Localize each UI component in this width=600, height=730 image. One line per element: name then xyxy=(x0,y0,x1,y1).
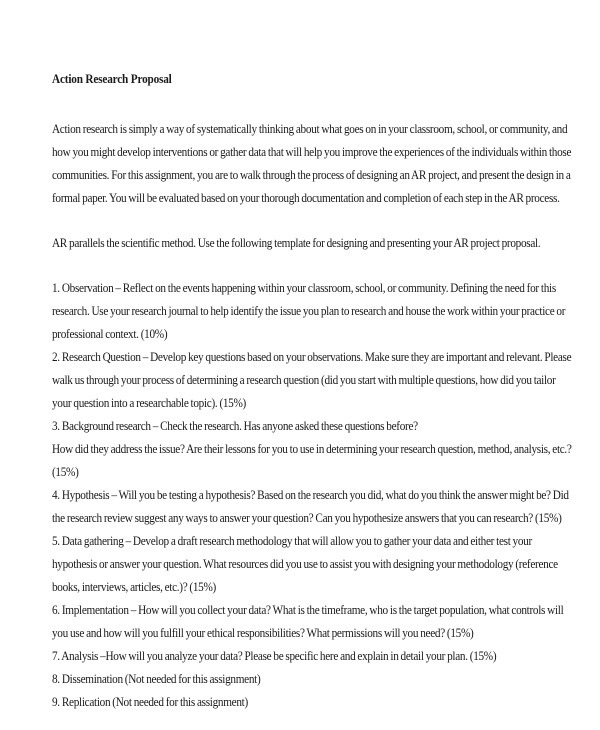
step-observation: 1. Observation – Reflect on the events happening within your classroom, school, or community. Defining the need for this research. Use your research journal to help identify the issue you plan to research and house the work within your practice or professional context. (10%) xyxy=(52,281,566,341)
method-paragraph: AR parallels the scientific method. Use the following template for designing and presenting your AR project proposal. xyxy=(52,236,541,250)
step-replication: 9. Replication (Not needed for this assignment) xyxy=(52,695,248,709)
step-dissemination: 8. Dissemination (Not needed for this assignment) xyxy=(52,672,261,686)
document-title: Action Research Proposal xyxy=(52,72,172,86)
intro-paragraph: Action research is simply a way of systematically thinking about what goes on in your classroom, school, or community, and how you might develop interventions or gather data that will help you improve the experiences of the individuals within those communities. For this assignment, you are to walk through the process of designing an AR project, and present the design in a formal paper. You will be evaluated based on your thorough documentation and completion of each step in the AR process. xyxy=(52,122,572,205)
document-content xyxy=(52,72,572,714)
step-research-question: 2. Research Question – Develop key questions based on your observations. Make sure they are important and relevant. Please walk us through your process of determining a research question (did you start with multiple questions, how did you tailor your question into a researchable topic). (15%) xyxy=(52,350,572,410)
step-hypothesis: 4. Hypothesis – Will you be testing a hypothesis? Based on the research you did, what do you think the answer might be? Did the research review suggest any ways to answer your question? Can you hypothesize answers that you can research? (15%) xyxy=(52,488,569,525)
step-implementation: 6. Implementation – How will you collect your data? What is the timeframe, who is the target population, what controls will you use and how will you fulfill your ethical responsibilities? What permissions will you need? (15%) xyxy=(52,603,564,640)
step-data-gathering: 5. Data gathering – Develop a draft research methodology that will allow you to gather your data and either test your hypothesis or answer your question. What resources did you use to assist you with designing your methodology (reference books, interviews, articles, etc.)? (15%) xyxy=(52,534,558,594)
step-background-research: 3. Background research – Check the research. Has anyone asked these questions before? xyxy=(52,419,418,433)
step-analysis: 7. Analysis –How will you analyze your data? Please be specific here and explain in detail your plan. (15%) xyxy=(52,649,497,663)
steps-list xyxy=(52,277,572,714)
step-background-research-continued: How did they address the issue? Are their lessons for you to use in determining your research question, method, analysis, etc.? (15%) xyxy=(52,442,572,479)
